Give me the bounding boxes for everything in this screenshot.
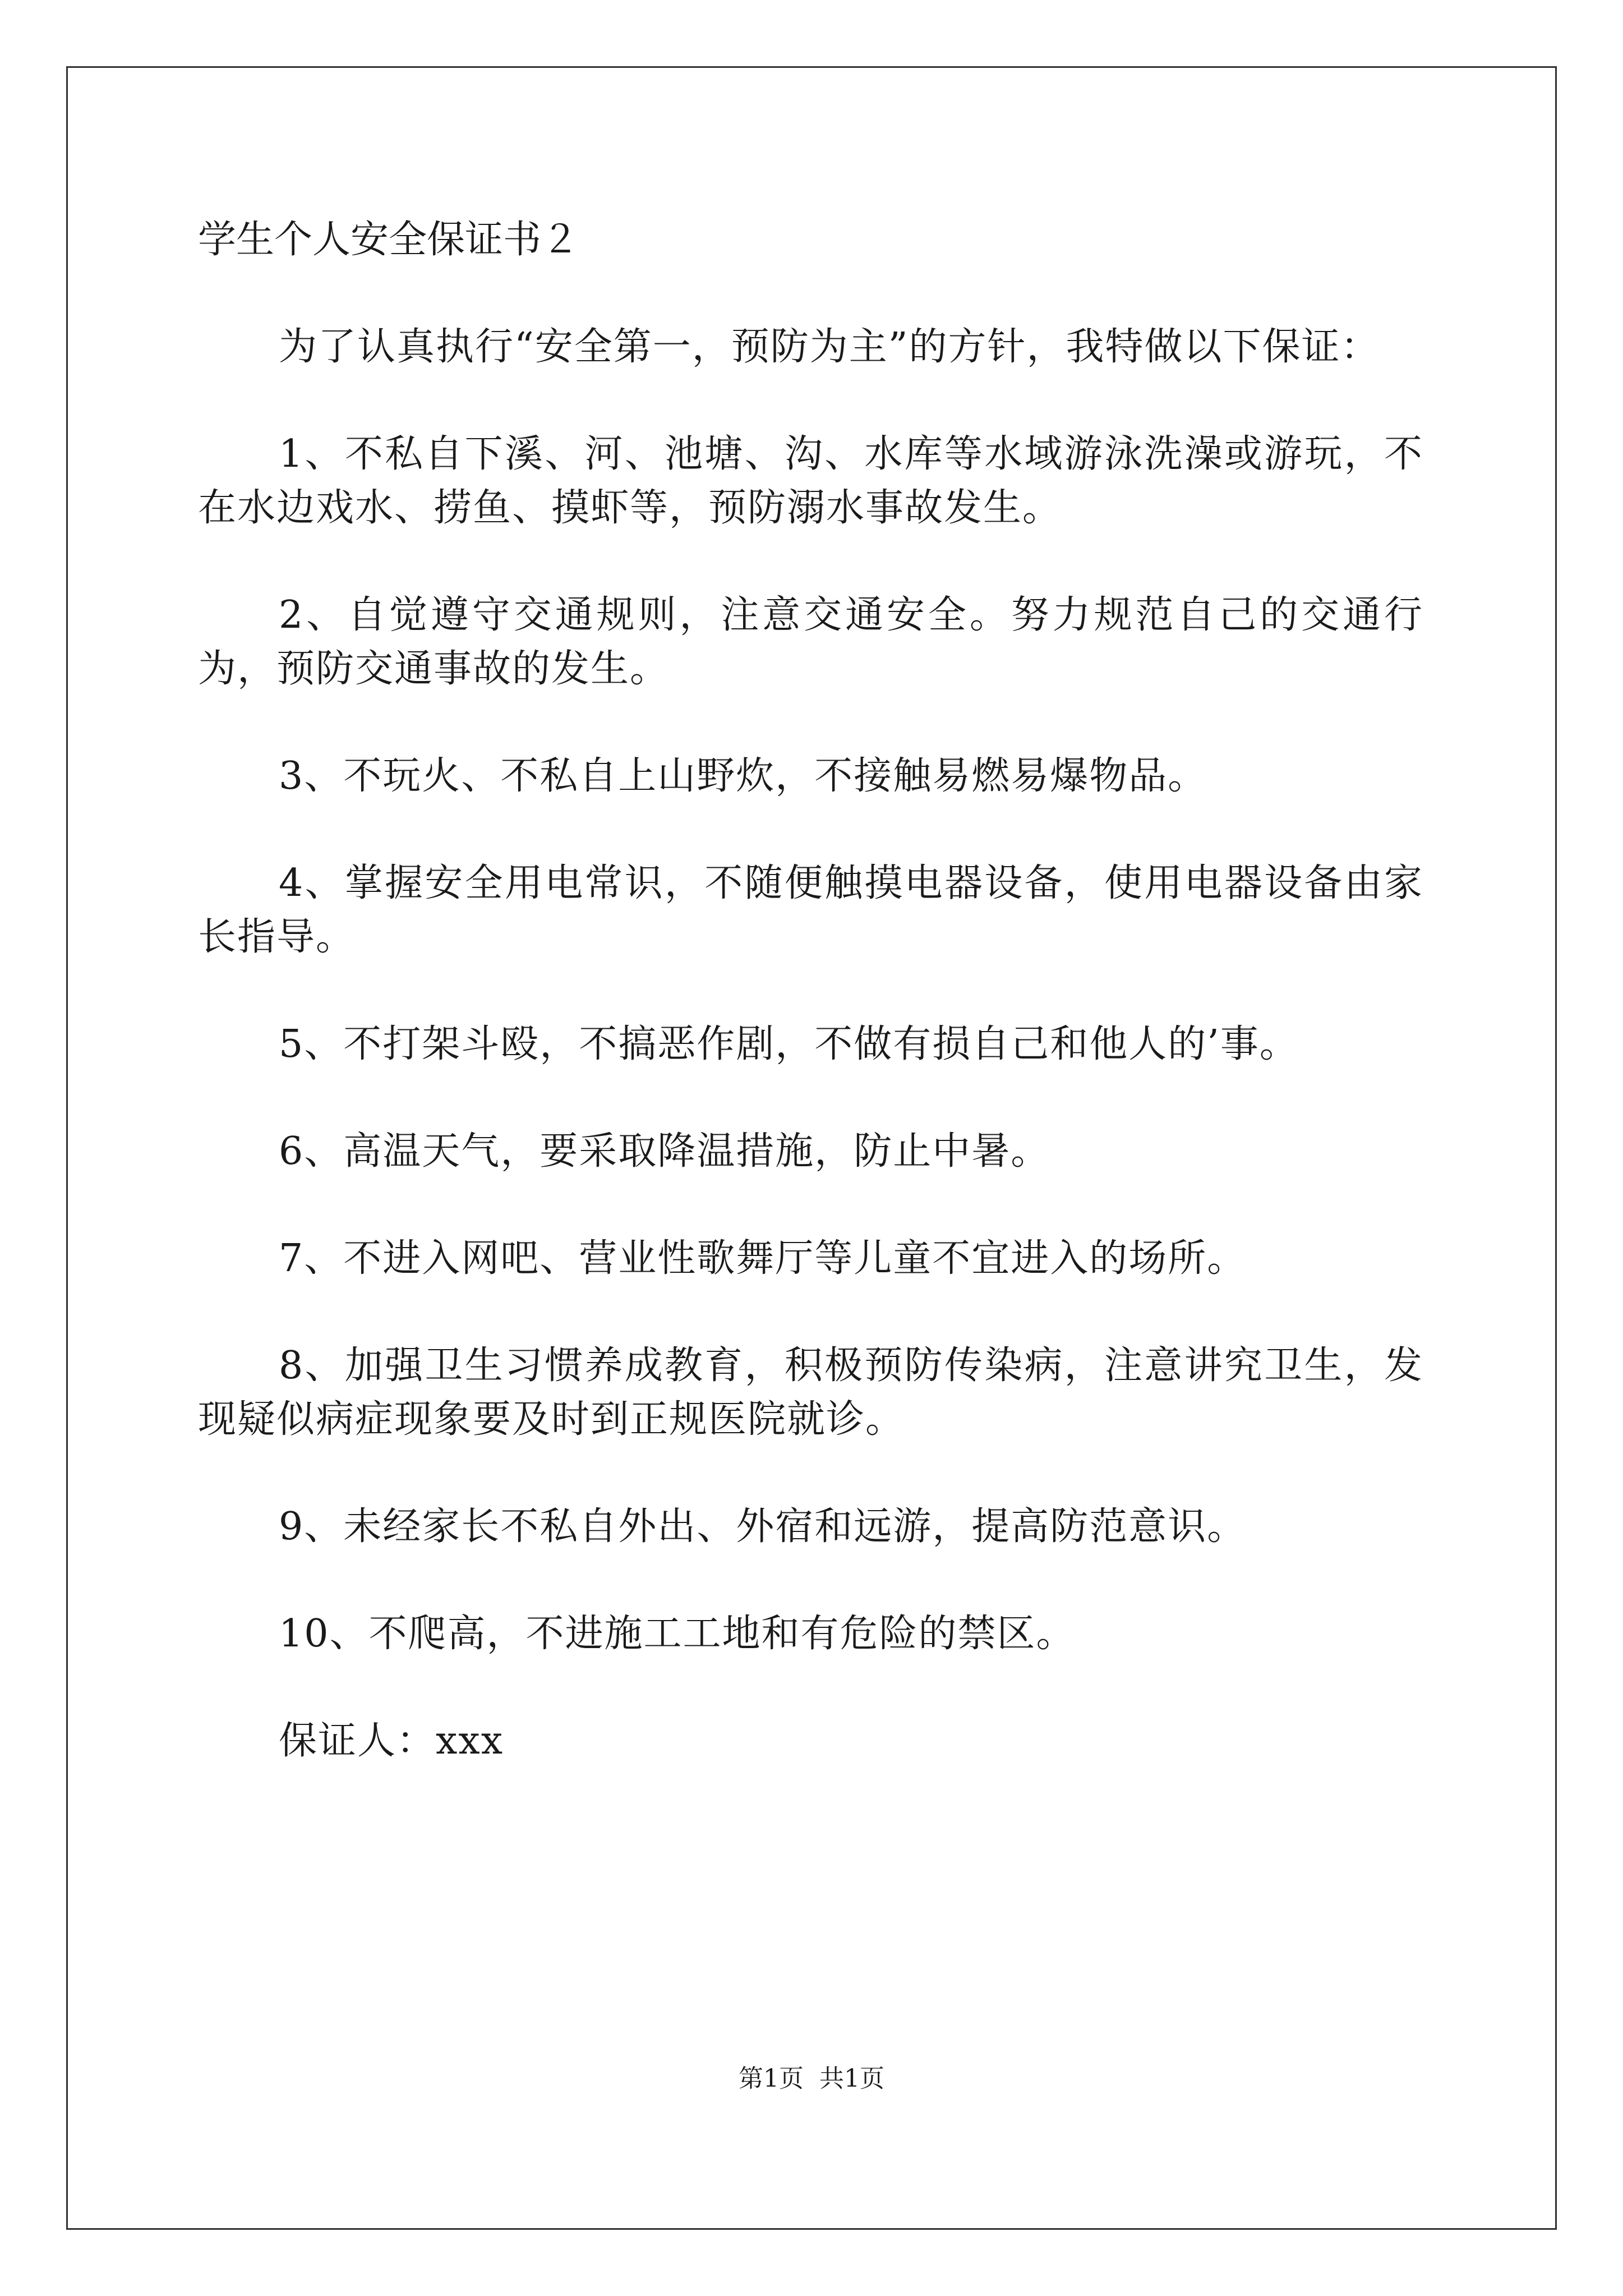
paragraph-item-2: 2、自觉遵守交通规则，注意交通安全。努力规范自己的交通行为，预防交通事故的发生。 [198,593,1423,691]
paragraph-intro: 为了认真执行“安全第一，预防为主”的方针，我特做以下保证： [279,325,1380,369]
guarantor-line: 保证人：xxx [279,1719,504,1763]
page-footer: 第1页 共1页 [739,2064,884,2093]
paragraph-item-4: 4、掌握安全用电常识，不随便触摸电器设备，使用电器设备由家长指导。 [198,861,1423,959]
paragraph-item-9: 9、未经家长不私自外出、外宿和远游，提高防范意识。 [279,1504,1247,1549]
document-body [198,213,1423,1821]
document-title: 学生个人安全保证书２ [198,218,580,262]
paragraph-item-10: 10、不爬高，不进施工工地和有危险的禁区。 [279,1612,1076,1656]
paragraph-item-7: 7、不进入网吧、营业性歌舞厅等儿童不宜进入的场所。 [279,1236,1247,1281]
paragraph-item-5: 5、不打架斗殴，不搞恶作剧，不做有损自己和他人的’事。 [279,1022,1299,1066]
paragraph-item-1: 1、不私自下溪、河、池塘、沟、水库等水域游泳洗澡或游玩，不在水边戏水、捞鱼、摸虾等，预防溺水事故发生。 [198,432,1423,530]
paragraph-item-6: 6、高温天气，要采取降温措施，防止中暑。 [279,1129,1050,1174]
paragraph-item-8: 8、加强卫生习惯养成教育，积极预防传染病，注意讲究卫生，发现疑似病症现象要及时到正规医院就诊。 [198,1343,1423,1442]
paragraph-item-3: 3、不玩火、不私自上山野炊，不接触易燃易爆物品。 [279,754,1207,798]
